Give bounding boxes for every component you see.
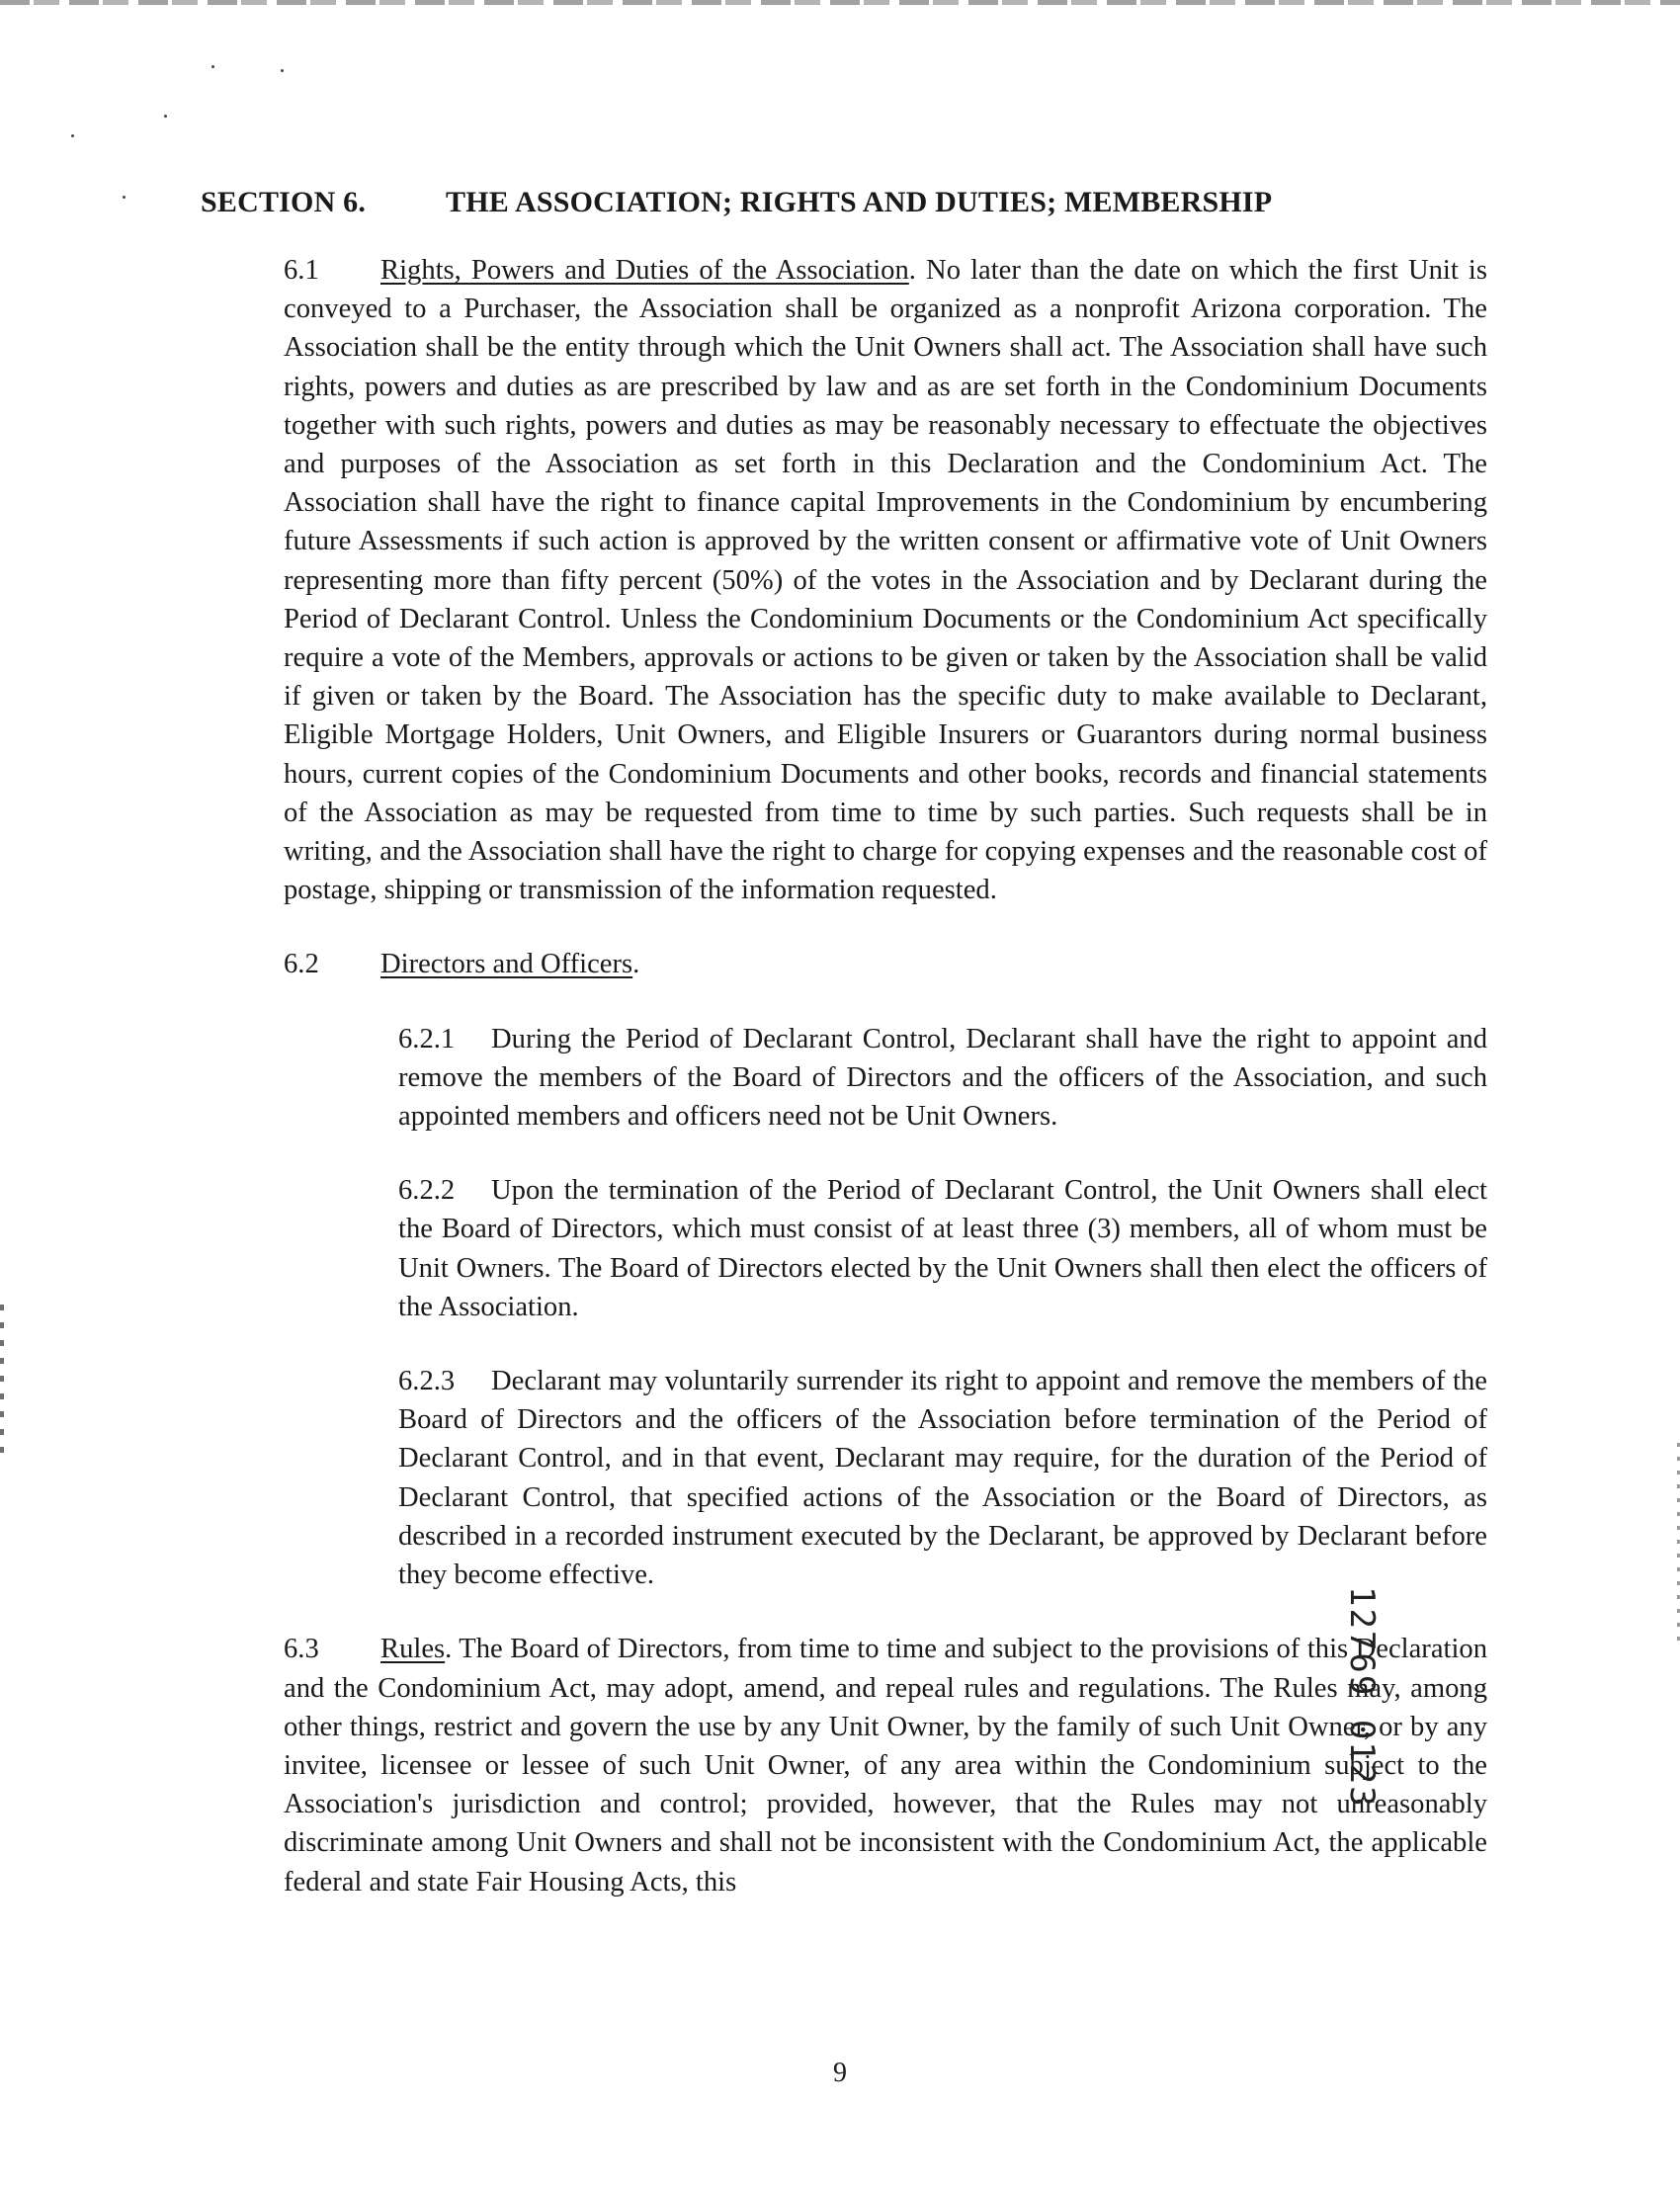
recording-stamp <box>1342 1586 1382 1883</box>
scan-top-edge <box>0 0 1680 5</box>
recording-stamp-text: 12769 0123 <box>1342 1586 1382 1809</box>
paragraph-6-2 <box>201 945 1487 983</box>
scan-speck <box>281 69 284 72</box>
paragraph-6-2-3 <box>201 1362 1487 1594</box>
scan-speck <box>164 115 167 118</box>
paragraph-number: 6.2 <box>284 949 319 980</box>
paragraph-title-suffix: . <box>908 255 916 286</box>
paragraph-6-1 <box>201 251 1487 909</box>
section-number: SECTION 6. <box>201 186 367 218</box>
paragraph-number: 6.2.3 <box>398 1366 456 1397</box>
section-heading <box>201 184 1487 221</box>
paragraph-number: 6.1 <box>284 255 319 286</box>
paragraph-title-suffix: . <box>445 1634 453 1665</box>
paragraph-body: Upon the termination of the Period of Declarant Control, the Unit Owners shall elect the Board of Directors, which must consist of at least three (3) members, all of whom must be Unit Owners. The Board of Directors elected by the Unit Owners shall then elect the officers of the Association. <box>398 1175 1487 1322</box>
document-body <box>201 184 1487 1937</box>
paragraph-body: Declarant may voluntarily surrender its right to appoint and remove the members of the Board of Directors and the officers of the Association before termination of the Period of Declarant Control, and in that event, Declarant may require, for the duration of the Period of Declarant Control, that specified actions of the Association or the Board of Directors, as described in a recorded instrument executed by the Declarant, be approved by Declarant before they become effective. <box>398 1366 1487 1591</box>
paragraph-6-3 <box>201 1630 1487 1900</box>
paragraph-body: No later than the date on which the first Unit is conveyed to a Purchaser, the Association shall be organized as a nonprofit Arizona corporation. The Association shall be the entity through which the Unit Owners shall act. The Association shall have such rights, powers and duties as are prescribed by law and as are set forth in the Condominium Documents together with such rights, powers and duties as may be reasonably necessary to effectuate the objectives and purposes of the Association as set forth in this Declaration and the Condominium Act. The Association shall have the right to finance capital Improvements in the Condominium by encumbering future Assessments if such action is approved by the written consent or affirmative vote of Unit Owners representing more than fifty percent (50%) of the votes in the Association and by Declarant during the Period of Declarant Control. Unless the Condominium Documents or the Condominium Act specifically require a vote of the Members, approvals or actions to be given or taken by the Association shall be valid if given or taken by the Board. The Association has the specific duty to make available to Declarant, Eligible Mortgage Holders, Unit Owners, and Eligible Insurers or Guarantors during normal business hours, current copies of the Condominium Documents and other books, records and financial statements of the Association as may be requested from time to time by such parties. Such requests shall be in writing, and the Association shall have the right to charge for copying expenses and the reasonable cost of postage, shipping or transmission of the information requested. <box>284 255 1487 906</box>
paragraph-6-2-2 <box>201 1171 1487 1326</box>
scan-speck <box>71 134 74 137</box>
scan-left-edge-marks <box>0 1305 4 1463</box>
paragraph-title: Directors and Officers <box>380 949 633 980</box>
paragraph-title: Rights, Powers and Duties of the Association <box>380 255 909 286</box>
paragraph-number: 6.3 <box>284 1634 319 1665</box>
page-number: 9 <box>833 2058 847 2088</box>
paragraph-body: The Board of Directors, from time to time and subject to the provisions of this Declaration and the Condominium Act, may adopt, amend, and repeal rules and regulations. The Rules may, among other things, restrict and govern the use by any Unit Owner, by the family of such Unit Owner, or by any invitee, licensee or lessee of such Unit Owner, of any area within the Condominium subject to the Association's jurisdiction and control; provided, however, that the Rules may not unreasonably discriminate among Unit Owners and shall not be inconsistent with the Condominium Act, the applicable federal and state Fair Housing Acts, this <box>284 1634 1487 1897</box>
paragraph-number: 6.2.2 <box>398 1175 456 1207</box>
scan-speck <box>211 65 214 68</box>
section-title: THE ASSOCIATION; RIGHTS AND DUTIES; MEMBERSHIP <box>446 186 1273 218</box>
scan-speck <box>123 196 126 199</box>
paragraph-6-2-1 <box>201 1020 1487 1137</box>
paragraph-title-suffix: . <box>632 949 640 980</box>
paragraph-title: Rules <box>380 1634 446 1665</box>
paragraph-body: During the Period of Declarant Control, Declarant shall have the right to appoint and remove the members of the Board of Directors and the officers of the Association, and such appointed members and officers need not be Unit Owners. <box>398 1023 1487 1133</box>
paragraph-number: 6.2.1 <box>398 1023 456 1054</box>
